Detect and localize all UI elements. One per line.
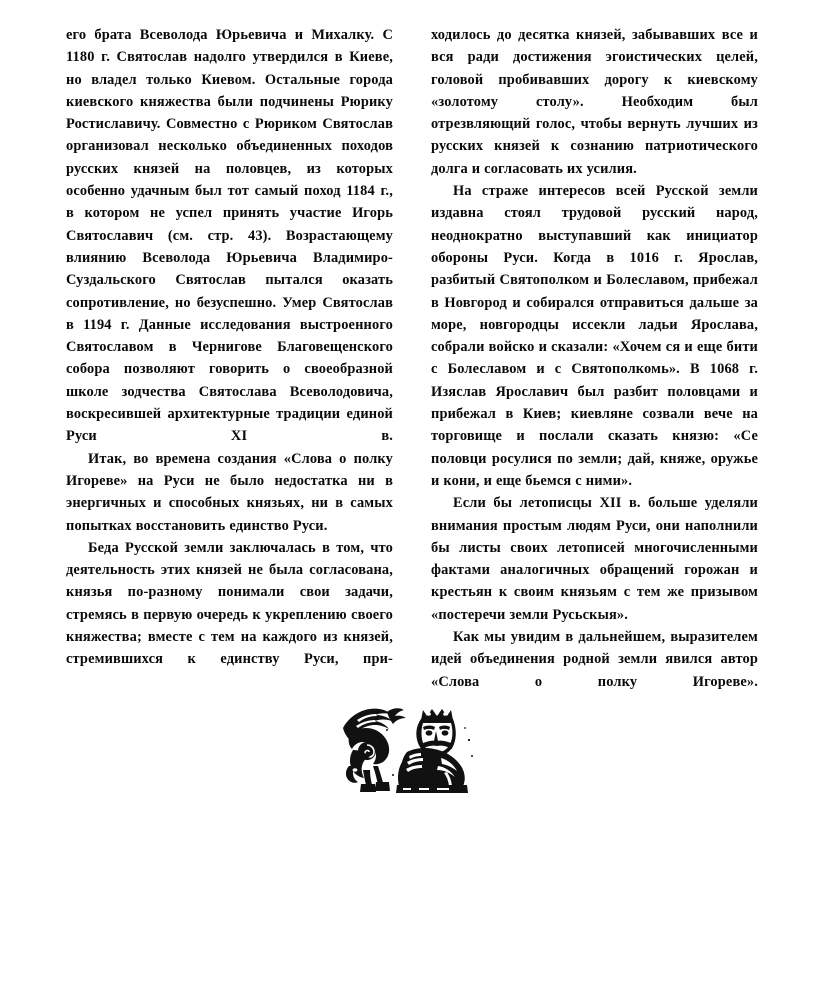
two-column-text-body (66, 24, 758, 693)
left-text-column (66, 24, 393, 693)
ornament-container (0, 700, 820, 795)
paragraph: На страже интересов всей Русской земли издавна стоял трудовой русский народ, неоднократно выступавший как инициатор обороны Руси. Когда в 1016 г. Ярослав, разбитый Святополком и Болеславом, прибежал в Новгород и собирался отправиться дальше за море, новгородцы иссекли ладьи Ярослава, собрали войско и сказали: «Хочем ся и еще бити с Болеславом и с Святополкомь». В 1068 г. Изяслав Ярославич был разбит половцами и прибежал в Киев; киевляне созвали вече на торговище и послали сказать князю: «Се половци росулися по земли; дай, княже, оружье и кони, и еще бьемся с ними». (431, 183, 758, 489)
paragraph: Итак, во времена создания «Слова о полку Игореве» на Руси не было недостатка ни в энергичных и способных князьях, ни в самых попытках восстановить единство Руси. (66, 450, 393, 534)
right-text-column (431, 24, 758, 693)
paragraph: ходилось до десятка князей, забывавших все и вся ради достижения эгоистических целей, головой пробивавших дорогу к киевскому «золотому столу». Необходим был отрезвляющий голос, чтобы вернуть лучших из русских князей к сознанию патриотического долга и согласовать их усилия. (431, 27, 758, 177)
paragraph: его брата Всеволода Юрьевича и Михалку. С 1180 г. Святослав надолго утвердился в Киеве, но владел только Киевом. Остальные города киевского княжества были подчинены Рюрику Ростиславичу. Совместно с Рюриком Святослав организовал несколько объединенных походов русских князей на половцев, из которых особенно удачным был тот самый поход 1184 г., в котором не успел принять участие Игорь Святославич (см. стр. 43). Возрастающему влиянию Всеволода Юрьевича Владимиро-Суздальского Святослав пытался оказать сопротивление, но безуспешно. Умер Святослав в 1194 г. Данные исследования выстроенного Святославом в Чернигове Благовещенского собора позволяют говорить о своеобразной школе зодчества Святослава Всеволодовича, воскресившей архитектурные традиции единой Руси XI в. (66, 27, 393, 445)
paragraph: Как мы увидим в дальнейшем, выразителем идей объединения родной земли явился автор «Слова о полку Игореве». (431, 629, 758, 690)
woodcut-griffin-sphinx-icon (337, 700, 483, 795)
paragraph: Беда Русской земли заключалась в том, что деятельность этих князей не была согласована, князья по-разному понимали свои задачи, стремясь в первую очередь к укреплению своего княжества; вместе с тем на каждого из князей, стремившихся к единству Руси, при- (66, 539, 393, 668)
paragraph: Если бы летописцы XII в. больше уделяли внимания простым людям Руси, они наполнили бы листы своих летописей многочисленными фактами аналогичных обращений горожан и крестьян к своим князьям с тем же призывом «постеречи земли Русьскыя». (431, 495, 758, 623)
